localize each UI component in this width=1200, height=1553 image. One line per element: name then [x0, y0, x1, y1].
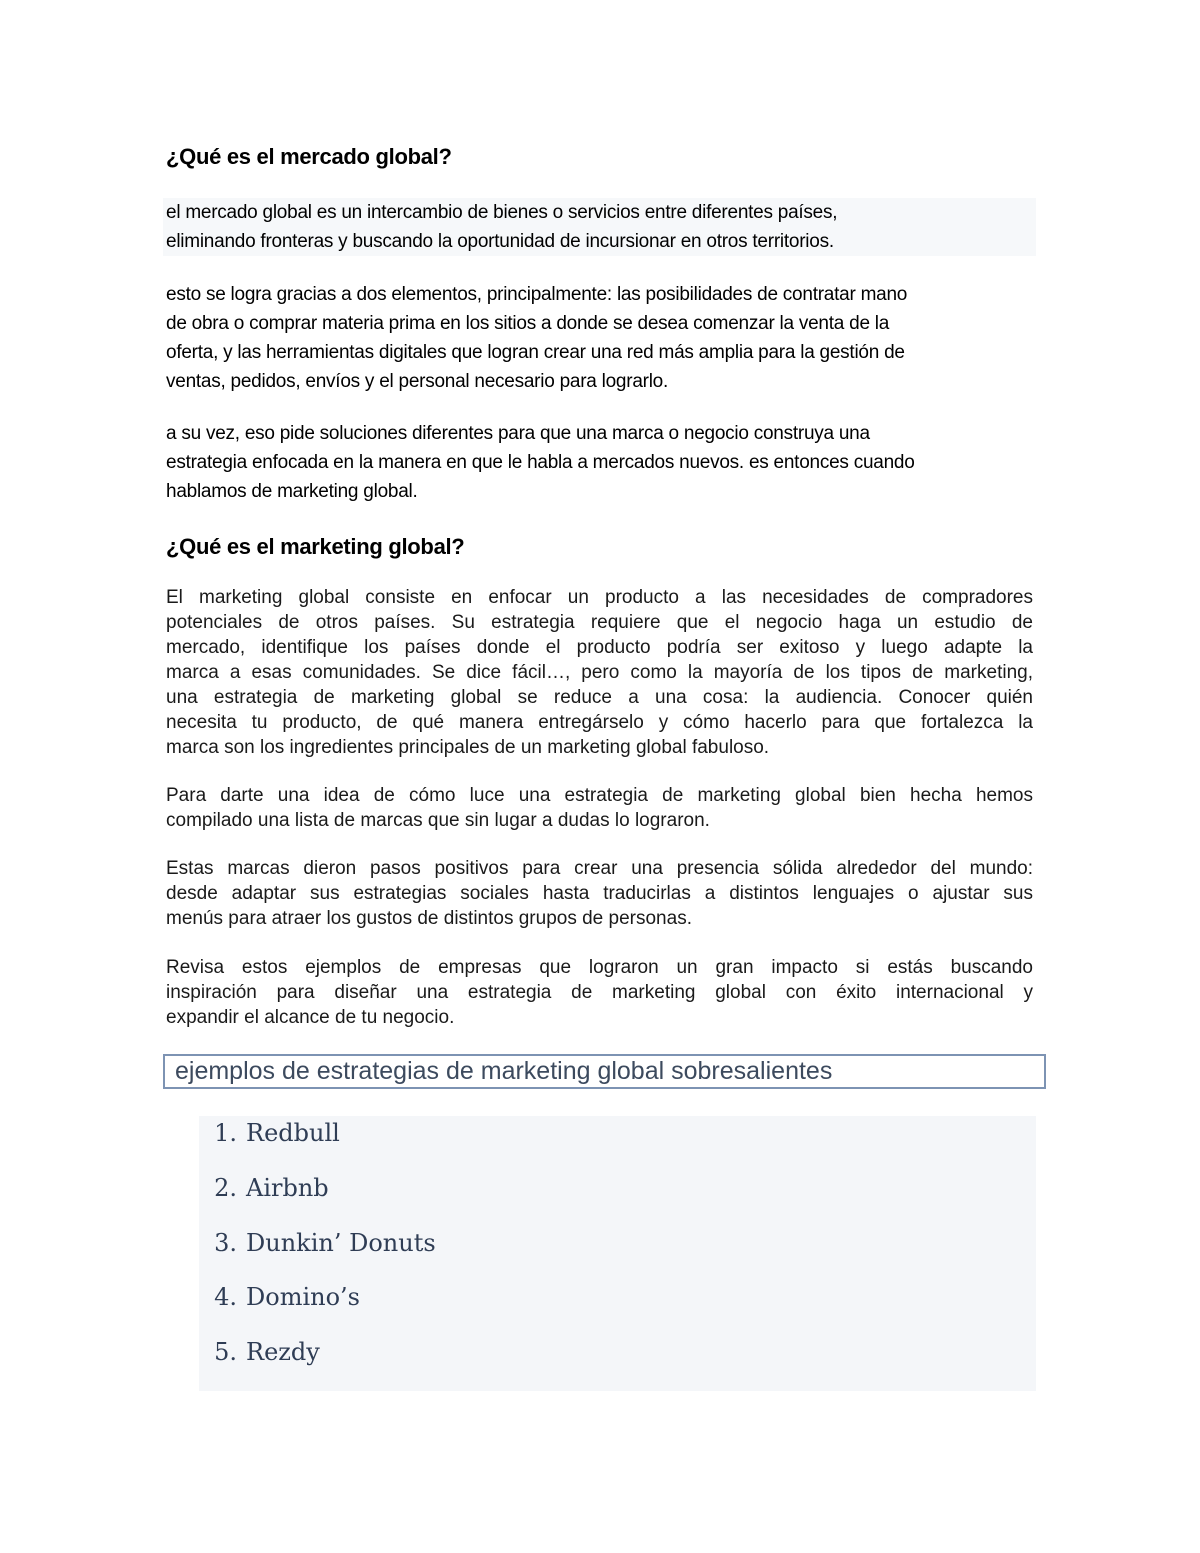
heading-marketing-global: ¿Qué es el marketing global? [166, 534, 465, 559]
text-line: una estrategia de marketing global se reduce a una cosa: la audiencia. Conocer quién [166, 687, 1033, 708]
text-line: marca son los ingredientes principales de un marketing global fabuloso. [166, 737, 770, 758]
text-line: expandir el alcance de tu negocio. [166, 1007, 455, 1028]
paragraph-idea-estrategia [166, 783, 1033, 833]
text-line: oferta, y las herramientas digitales que logran crear una red más amplia para la gestión de [166, 342, 905, 363]
text-line: necesita tu producto, de qué manera entregárselo y cómo hacerlo para que fortalezca la [166, 712, 1033, 733]
examples-list [199, 1116, 1036, 1391]
list-number: 3. [214, 1229, 237, 1257]
list-label: Rezdy [246, 1338, 320, 1366]
list-item [199, 1174, 329, 1202]
text-line: Para darte una idea de cómo luce una estrategia de marketing global bien hecha hemos [166, 785, 1033, 806]
text-line: potenciales de otros países. Su estrategia requiere que el negocio haga un estudio de [166, 612, 1033, 633]
paragraph-mercado-definicion [163, 198, 1036, 256]
paragraph-soluciones [166, 419, 1036, 506]
text-line: desde adaptar sus estrategias sociales hasta traducirlas a distintos lenguajes o ajustar sus [166, 883, 1033, 904]
list-number: 2. [214, 1174, 237, 1202]
list-item [199, 1338, 320, 1366]
text-line: inspiración para diseñar una estrategia de marketing global con éxito internacional y [166, 982, 1033, 1003]
list-number: 5. [214, 1338, 237, 1366]
list-item [199, 1283, 360, 1311]
list-number: 1. [214, 1119, 237, 1147]
text-line: marca a esas comunidades. Se dice fácil…, pero como la mayoría de los tipos de marketing, [166, 662, 1033, 683]
text-line: estrategia enfocada en la manera en que le habla a mercados nuevos. es entonces cuando [166, 452, 915, 473]
text-line: compilado una lista de marcas que sin lugar a dudas lo lograron. [166, 810, 710, 831]
list-label: Domino’s [246, 1283, 360, 1311]
text-line: ventas, pedidos, envíos y el personal necesario para lograrlo. [166, 371, 669, 392]
text-line: mercado, identifique los países donde el producto podría ser exitoso y luego adapte la [166, 637, 1033, 658]
text-line: Revisa estos ejemplos de empresas que lograron un gran impacto si estás buscando [166, 957, 1033, 978]
heading-mercado-global: ¿Qué es el mercado global? [166, 144, 452, 169]
examples-heading: ejemplos de estrategias de marketing global sobresalientes [163, 1054, 1046, 1089]
text-line: esto se logra gracias a dos elementos, principalmente: las posibilidades de contratar mano [166, 284, 908, 305]
list-label: Dunkin’ Donuts [246, 1229, 436, 1257]
text-line: el mercado global es un intercambio de bienes o servicios entre diferentes países, [166, 202, 838, 223]
paragraph-pasos-positivos [166, 856, 1033, 931]
text-line: eliminando fronteras y buscando la oportunidad de incursionar en otros territorios. [166, 231, 834, 252]
text-line: Estas marcas dieron pasos positivos para crear una presencia sólida alrededor del mundo: [166, 858, 1033, 879]
list-label: Redbull [246, 1119, 340, 1147]
paragraph-marketing-definicion [166, 585, 1033, 760]
text-line: menús para atraer los gustos de distintos grupos de personas. [166, 908, 692, 929]
text-line: El marketing global consiste en enfocar un producto a las necesidades de compradores [166, 587, 1033, 608]
paragraph-elementos [166, 280, 1036, 396]
list-item [199, 1229, 436, 1257]
text-line: a su vez, eso pide soluciones diferentes para que una marca o negocio construya una [166, 423, 870, 444]
text-line: de obra o comprar materia prima en los sitios a donde se desea comenzar la venta de la [166, 313, 890, 334]
list-number: 4. [214, 1283, 237, 1311]
text-line: hablamos de marketing global. [166, 481, 418, 502]
list-label: Airbnb [246, 1174, 329, 1202]
list-item [199, 1119, 340, 1147]
paragraph-revisa-ejemplos [166, 955, 1033, 1030]
